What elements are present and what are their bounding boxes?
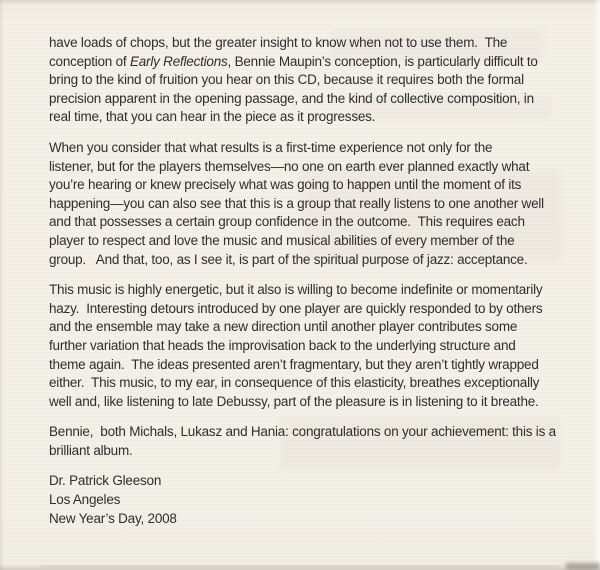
paragraph-conception xyxy=(49,34,569,127)
text-line: listener, but for the players themselves—no one on earth ever planned exactly what xyxy=(49,158,530,174)
signature-name: Dr. Patrick Gleeson xyxy=(49,473,162,489)
text-line: and that possesses a certain group confidence in the outcome. This requires each xyxy=(49,214,525,230)
liner-notes-text xyxy=(49,34,569,540)
text-line: real time, that you can hear in the piece as it progresses. xyxy=(49,109,376,125)
text-line: group. And that, too, as I see it, is part of the spiritual purpose of jazz: acceptance. xyxy=(49,251,528,267)
text-line: Bennie, both Michals, Lukasz and Hania: congratulations on your achievement: this is a xyxy=(49,424,556,440)
signature-date: New Year’s Day, 2008 xyxy=(49,510,177,526)
text-line: either. This music, to my ear, in consequence of this elasticity, breathes exceptionally xyxy=(49,375,540,391)
album-title-italic: Early Reflections xyxy=(129,53,228,69)
text-line: have loads of chops, but the greater insight to know when not to use them. The xyxy=(49,35,508,50)
text-line: and the ensemble may take a new direction until another player contributes some xyxy=(49,319,518,335)
signature-block xyxy=(49,472,569,528)
paragraph-congratulations xyxy=(49,423,569,460)
text-line: When you consider that what results is a first-time experience not only for the xyxy=(49,139,493,155)
signature-city: Los Angeles xyxy=(49,492,121,508)
text-line: precision apparent in the opening passage, and the kind of collective composition, in xyxy=(49,90,534,106)
scan-edge-top xyxy=(0,0,600,5)
text-line: brilliant album. xyxy=(49,442,133,458)
text-line: bring to the kind of fruition you hear on this CD, because it requires both the formal xyxy=(49,72,524,88)
text-line xyxy=(49,53,569,72)
paragraph-first-time-experience xyxy=(49,139,569,269)
text-line: well and, like listening to late Debussy, part of the pleasure is in listening to it breathe. xyxy=(49,393,539,409)
text-segment: conception of xyxy=(49,53,130,69)
scan-edge-left xyxy=(0,0,4,570)
text-line: further variation that heads the improvisation back to the underlying structure and xyxy=(49,337,516,353)
scan-bottom-shadow-line xyxy=(40,566,560,568)
text-line: hazy. Interesting detours introduced by one player are quickly responded to by others xyxy=(49,300,543,316)
scan-corner-smudge xyxy=(566,563,600,570)
paragraph-music-energetic xyxy=(49,281,569,411)
text-line: theme again. The ideas presented aren’t fragmentary, but they aren’t tightly wrapped xyxy=(49,356,539,372)
text-line: you’re hearing or knew precisely what was going to happen until the moment of its xyxy=(49,177,522,193)
text-line: player to respect and love the music and musical abilities of every member of the xyxy=(49,232,515,248)
text-line: happening—you can also see that this is a group that really listens to one another well xyxy=(49,195,544,211)
text-segment: , Bennie Maupin’s conception, is particularly difficult to xyxy=(227,53,538,69)
text-line: This music is highly energetic, but it also is willing to become indefinite or momentarily xyxy=(49,282,543,298)
scan-edge-right xyxy=(593,0,600,570)
